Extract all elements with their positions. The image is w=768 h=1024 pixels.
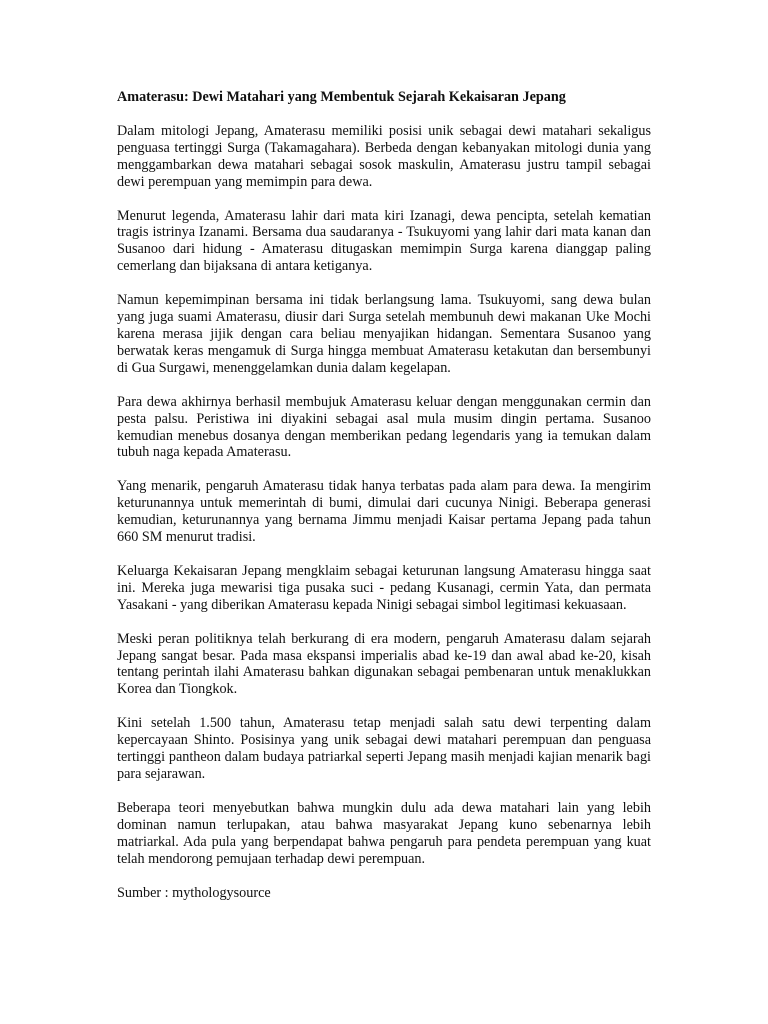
paragraph: Meski peran politiknya telah berkurang di era modern, pengaruh Amaterasu dalam sejarah Jepang sangat besar. Pada masa ekspansi imperialis abad ke-19 dan awal abad ke-20, kisah tentang perintah ilahi Amaterasu bahkan digunakan sebagai pembenaran untuk menaklukkan Korea dan Tiongkok. [117,630,651,698]
paragraph: Beberapa teori menyebutkan bahwa mungkin dulu ada dewa matahari lain yang lebih dominan namun terlupakan, atau bahwa masyarakat Jepang kuno sebenarnya lebih matriarkal. Ada pula yang berpendapat bahwa pengaruh para pendeta perempuan yang kuat telah mendorong pemujaan terhadap dewi perempuan. [117,799,651,867]
paragraph: Yang menarik, pengaruh Amaterasu tidak hanya terbatas pada alam para dewa. Ia mengirim keturunannya untuk memerintah di bumi, dimulai dari cucunya Ninigi. Beberapa generasi kemudian, keturunannya yang bernama Jimmu menjadi Kaisar pertama Jepang pada tahun 660 SM menurut tradisi. [117,478,651,546]
document-title: Amaterasu: Dewi Matahari yang Membentuk Sejarah Kekaisaran Jepang [117,89,566,105]
document-body [117,89,651,901]
paragraph: Namun kepemimpinan bersama ini tidak berlangsung lama. Tsukuyomi, sang dewa bulan yang juga suami Amaterasu, diusir dari Surga setelah membunuh dewi makanan Uke Mochi karena merasa jijik dengan cara beliau menyajikan hidangan. Sementara Susanoo yang berwatak keras mengamuk di Surga hingga membuat Amaterasu ketakutan dan bersembunyi di Gua Surgawi, menenggelamkan dunia dalam kegelapan. [117,292,651,376]
paragraph: Para dewa akhirnya berhasil membujuk Amaterasu keluar dengan menggunakan cermin dan pesta palsu. Peristiwa ini diyakini sebagai asal mula musim dingin pertama. Susanoo kemudian menebus dosanya dengan memberikan pedang legendaris yang ia temukan dalam tubuh naga kepada Amaterasu. [117,393,651,461]
paragraph: Kini setelah 1.500 tahun, Amaterasu tetap menjadi salah satu dewi terpenting dalam kepercayaan Shinto. Posisinya yang unik sebagai dewi matahari perempuan dan penguasa tertinggi pantheon dalam budaya patriarkal seperti Jepang masih menjadi kajian menarik bagi para sejarawan. [117,715,651,782]
paragraph: Dalam mitologi Jepang, Amaterasu memiliki posisi unik sebagai dewi matahari sekaligus penguasa tertinggi Surga (Takamagahara). Berbeda dengan kebanyakan mitologi dunia yang menggambarkan dewa matahari sebagai sosok maskulin, Amaterasu justru tampil sebagai dewi perempuan yang memimpin para dewa. [117,122,651,190]
source-line: Sumber : mythologysource [117,884,271,901]
paragraph: Menurut legenda, Amaterasu lahir dari mata kiri Izanagi, dewa pencipta, setelah kematian tragis istrinya Izanami. Bersama dua saudaranya - Tsukuyomi yang lahir dari mata kanan dan Susanoo dari hidung - Amaterasu ditugaskan memimpin Surga karena dianggap paling cemerlang dan bijaksana di antara ketiganya. [117,207,651,275]
paragraph: Keluarga Kekaisaran Jepang mengklaim sebagai keturunan langsung Amaterasu hingga saat ini. Mereka juga mewarisi tiga pusaka suci - pedang Kusanagi, cermin Yata, dan permata Yasakani - yang diberikan Amaterasu kepada Ninigi sebagai simbol legitimasi kekuasaan. [117,562,651,613]
